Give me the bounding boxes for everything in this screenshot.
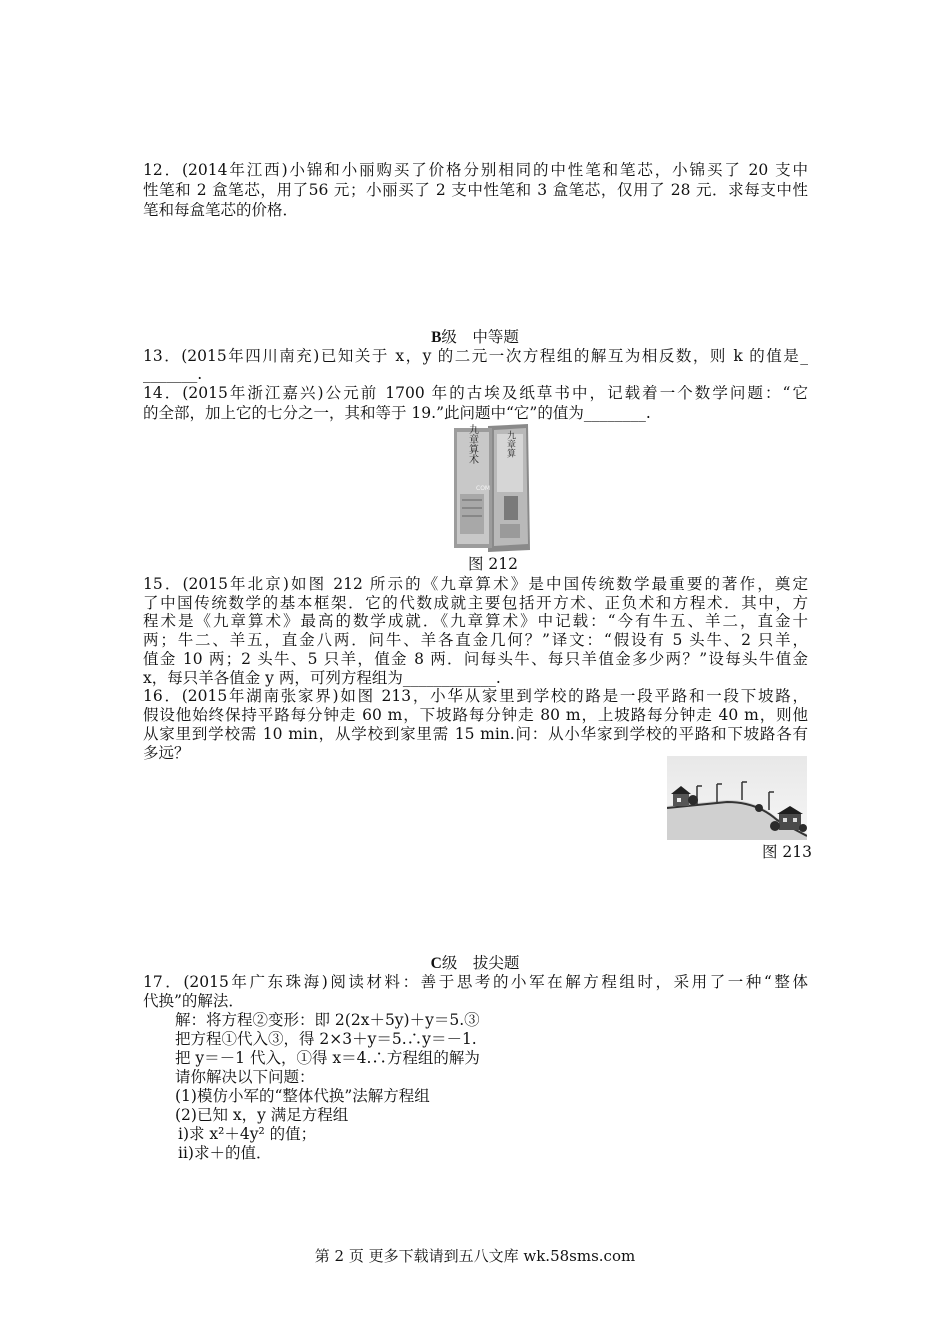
q17-line-4: 把方程①代入③，得 2×3＋y＝5.∴y＝－1. — [175, 1030, 477, 1048]
section-b-heading — [0, 327, 950, 348]
q15-line-3: 程术是《九章算术》最高的数学成就．《九章算术》中记载：“今有牛五、羊二，直金十 — [143, 612, 808, 630]
q13-line-2: _______. — [143, 365, 203, 383]
q17-line-8: (2)已知 x，y 满足方程组 — [175, 1106, 349, 1124]
q17-line-6: 请你解决以下问题： — [175, 1068, 315, 1086]
q17-line-10: ⅱ)求＋的值． — [178, 1144, 272, 1162]
q17-line-5: 把 y＝－1 代入，①得 x＝4.∴方程组的解为 — [175, 1049, 480, 1067]
q16-line-3: 从家里到学校需 10 min，从学校到家里需 15 min.问：从小华家到学校的平路和下坡路各有 — [143, 725, 808, 743]
q15-line-5: 值金 10 两；2 头牛、5 只羊，值金 8 两．问每头牛、每只羊值金多少两？”设每头牛值金 — [143, 650, 808, 668]
page-footer: 第 2 页 更多下载请到五八文库 wk.58sms.com — [314, 1247, 636, 1265]
figure-212-books — [452, 424, 532, 552]
q13-line-1: 13．(2015年四川南充)已知关于 x，y 的二元一次方程组的解互为相反数，则 k 的值是_ — [143, 347, 808, 365]
section-b-label: 级 中等题 — [441, 328, 519, 346]
watermark-text: COM — [476, 485, 491, 492]
q16-line-1: 16．(2015年湖南张家界)如图 213，小华从家里到学校的路是一段平路和一段下坡路， — [143, 687, 808, 705]
section-b-grade: B — [431, 329, 442, 346]
figure-213-road-scene — [667, 756, 807, 840]
q17-line-1: 17．(2015年广东珠海)阅读材料：善于思考的小军在解方程组时，采用了一种“整体 — [143, 973, 808, 991]
q17-line-7: (1)模仿小军的“整体代换”法解方程组 — [175, 1087, 430, 1105]
figure-212-caption: 图 212 — [468, 555, 519, 573]
q15-line-2: 了中国传统数学的基本框架．它的代数成就主要包括开方术、正负术和方程术．其中，方 — [143, 594, 808, 612]
section-c-label: 级 拔尖题 — [441, 954, 520, 972]
figure-213-caption: 图 213 — [762, 843, 813, 861]
q17-line-2: 代换”的解法． — [143, 992, 244, 1010]
q12-line-2: 性笔和 2 盒笔芯，用了56 元；小丽买了 2 支中性笔和 3 盒笔芯，仅用了 28 元．求每支中性 — [143, 181, 808, 199]
book-front-title: 九章算术 — [466, 424, 478, 464]
books-image — [452, 424, 532, 552]
q16-line-2: 假设他始终保持平路每分钟走 60 m，下坡路每分钟走 80 m，上坡路每分钟走 40 m，则他 — [143, 706, 808, 724]
road-scene-image — [667, 756, 807, 840]
book-back-title: 九章算 — [505, 430, 515, 458]
q17-line-3: 解：将方程②变形：即 2(2x＋5y)＋y＝5.③ — [175, 1011, 480, 1029]
q17-line-9: ⅰ)求 x²＋4y² 的值； — [178, 1125, 317, 1143]
q12-line-1: 12．(2014年江西)小锦和小丽购买了价格分别相同的中性笔和笔芯，小锦买了 20 支中 — [143, 161, 808, 179]
section-c-heading — [0, 953, 950, 974]
q14-line-2: 的全部，加上它的七分之一，其和等于 19.”此问题中“它”的值为________. — [143, 404, 651, 422]
q15-line-4: 两；牛二、羊五，直金八两．问牛、羊各直金几何？”译文：“假设有 5 头牛、2 只羊， — [143, 631, 808, 649]
q14-line-1: 14．(2015年浙江嘉兴)公元前 1700 年的古埃及纸草书中，记载着一个数学问题：“它 — [143, 384, 808, 402]
q16-line-4: 多远？ — [143, 744, 190, 762]
section-c-grade: C — [430, 955, 442, 972]
q12-line-3: 笔和每盒笔芯的价格． — [143, 201, 299, 219]
q15-line-1: 15．(2015年北京)如图 212 所示的《九章算术》是中国传统数学最重要的著作，奠定 — [143, 575, 808, 593]
q15-line-6: x，每只羊各值金 y 两，可列方程组为____________. — [143, 669, 501, 687]
